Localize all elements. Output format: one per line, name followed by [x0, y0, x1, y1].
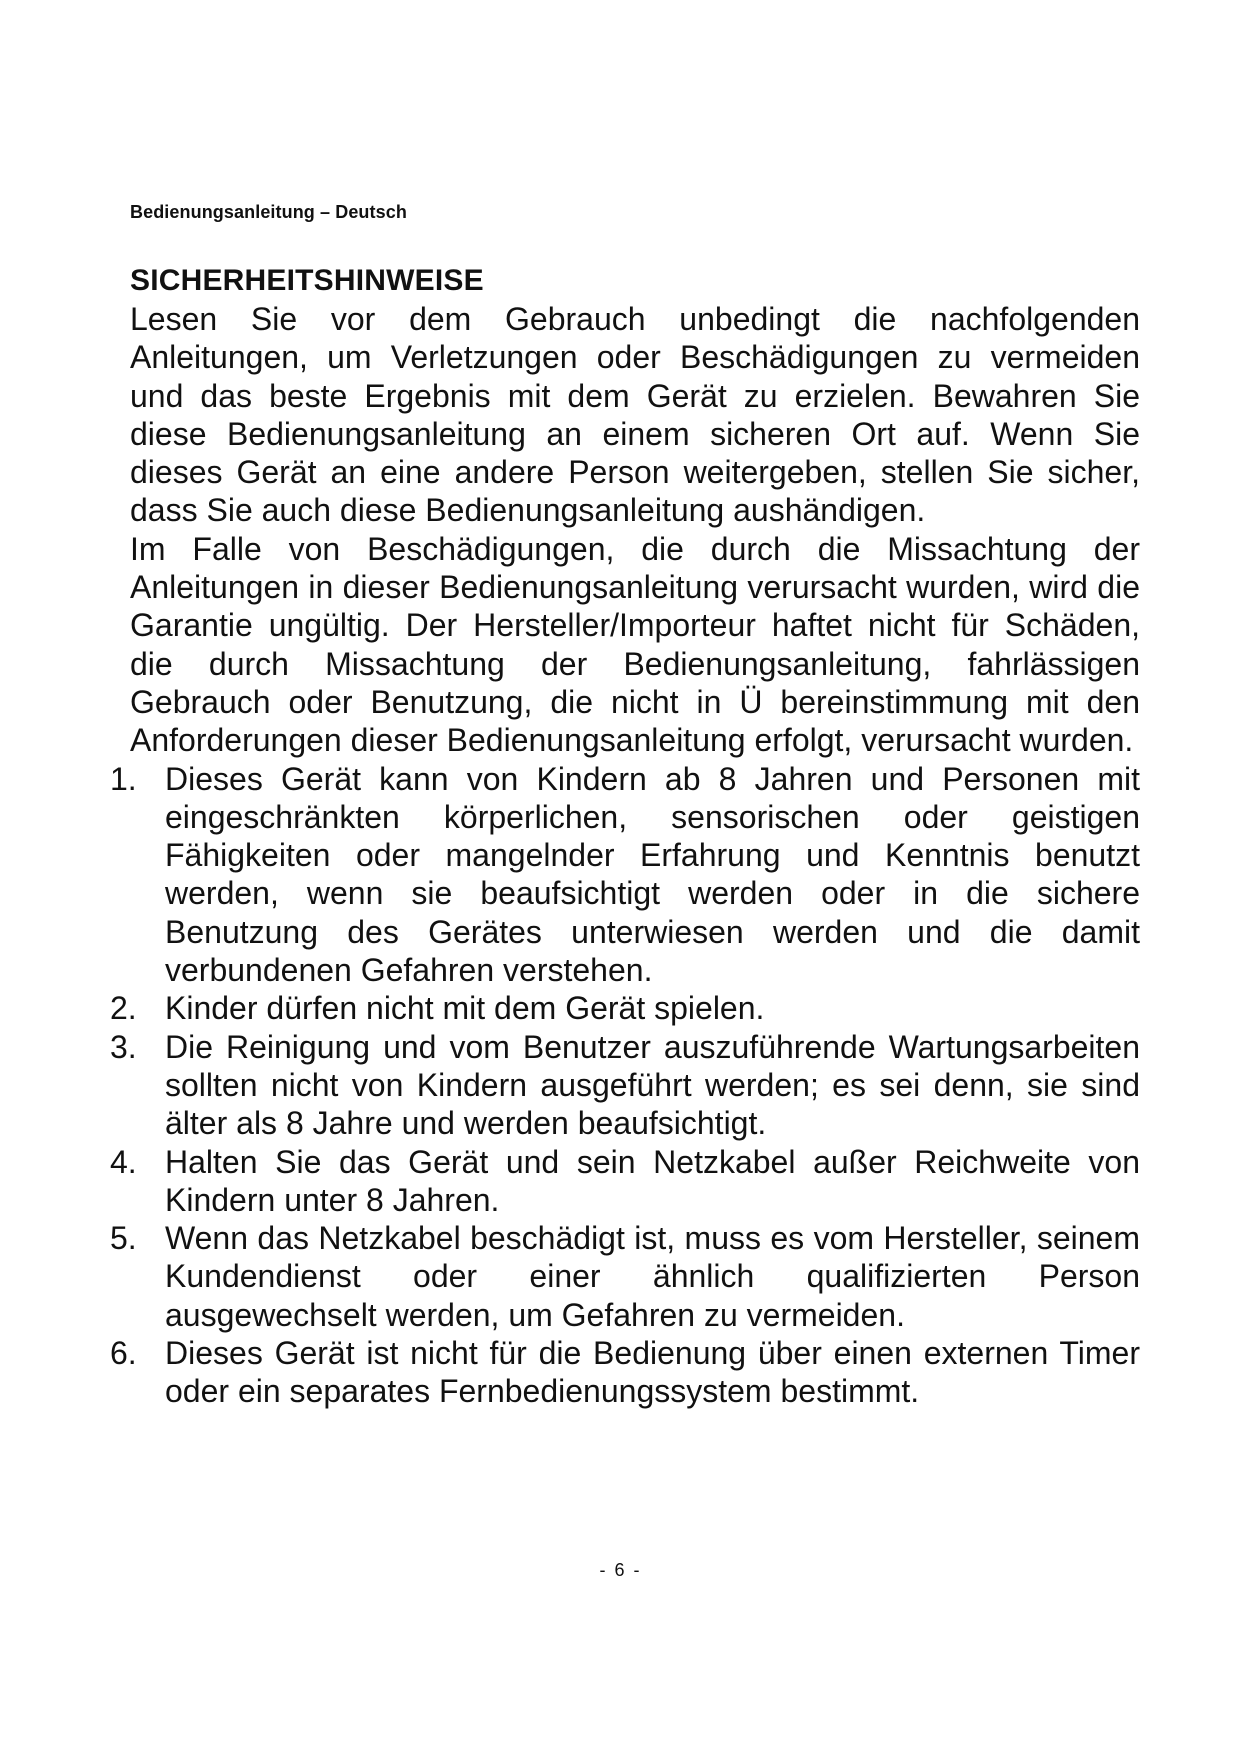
list-item: [110, 1219, 1140, 1334]
safety-rules-list: [110, 760, 1140, 1411]
list-item-text: Wenn das Netzkabel beschädigt ist, muss es vom Hersteller, seinem Kundendienst oder einer ähnlich qualifizierten Person ausgewechselt werden, um Gefahren zu vermeiden.: [165, 1220, 1140, 1333]
document-header-label: Bedienungsanleitung – Deutsch: [130, 202, 407, 222]
intro-text: [130, 300, 1140, 760]
list-item: [110, 1028, 1140, 1143]
intro-paragraph: Lesen Sie vor dem Gebrauch unbedingt die nachfolgenden Anleitungen, um Verletzungen oder Beschädigungen zu vermeiden und das beste Ergebnis mit dem Gerät zu erzielen. Bewahren Sie diese Bedienungsanleitung an einem sicheren Ort auf. Wenn Sie dieses Gerät an eine andere Person weitergeben, stellen Sie sicher, dass Sie auch diese Bedienungsanleitung aushändigen.: [130, 301, 1140, 529]
list-item-number: 3.: [110, 1028, 137, 1065]
intro-paragraph: Im Falle von Beschädigungen, die durch die Missachtung der Anleitungen in dieser Bedienungsanleitung verursacht wurden, wird die Garantie ungültig. Der Hersteller/Importeur haftet nicht für Schäden, die durch Missachtung der Bedienungsanleitung, fahrlässigen Gebrauch oder Benutzung, die nicht in Ü bereinstimmung mit den Anforderungen dieser Bedienungsanleitung erfolgt, verursacht wurden.: [130, 530, 1140, 759]
list-item: [110, 989, 1140, 1027]
list-item-number: 5.: [110, 1220, 137, 1257]
list-item-text: Die Reinigung und vom Benutzer auszuführende Wartungsarbeiten sollten nicht von Kindern ausgeführt werden; es sei denn, sie sind älter als 8 Jahre und werden beaufsichtigt.: [165, 1028, 1140, 1142]
list-item: [110, 760, 1140, 990]
list-item-number: 4.: [110, 1143, 137, 1180]
list-item-number: 2.: [110, 990, 137, 1027]
list-item-text: Dieses Gerät kann von Kindern ab 8 Jahren und Personen mit eingeschränkten körperlichen, sensorischen oder geistigen Fähigkeiten oder mangelnder Erfahrung und Kenntnis benutzt werden, wenn sie beaufsichtigt werden oder in die sichere Benutzung des Gerätes unterwiesen werden und die damit verbundenen Gefahren verstehen.: [165, 760, 1140, 989]
list-item-number: 6.: [110, 1335, 137, 1372]
safety-section: [110, 262, 1140, 1411]
page-number: - 6 -: [599, 1560, 642, 1580]
section-title: SICHERHEITSHINWEISE: [130, 264, 484, 297]
list-item-text: Halten Sie das Gerät und sein Netzkabel außer Reichweite von Kindern unter 8 Jahren.: [165, 1143, 1140, 1218]
list-item: [110, 1334, 1140, 1411]
list-item-text: Dieses Gerät ist nicht für die Bedienung über einen externen Timer oder ein separates Fernbedienungssystem bestimmt.: [165, 1335, 1140, 1410]
list-item: [110, 1143, 1140, 1220]
list-item-number: 1.: [110, 760, 137, 797]
list-item-text: Kinder dürfen nicht mit dem Gerät spielen.: [165, 990, 765, 1027]
